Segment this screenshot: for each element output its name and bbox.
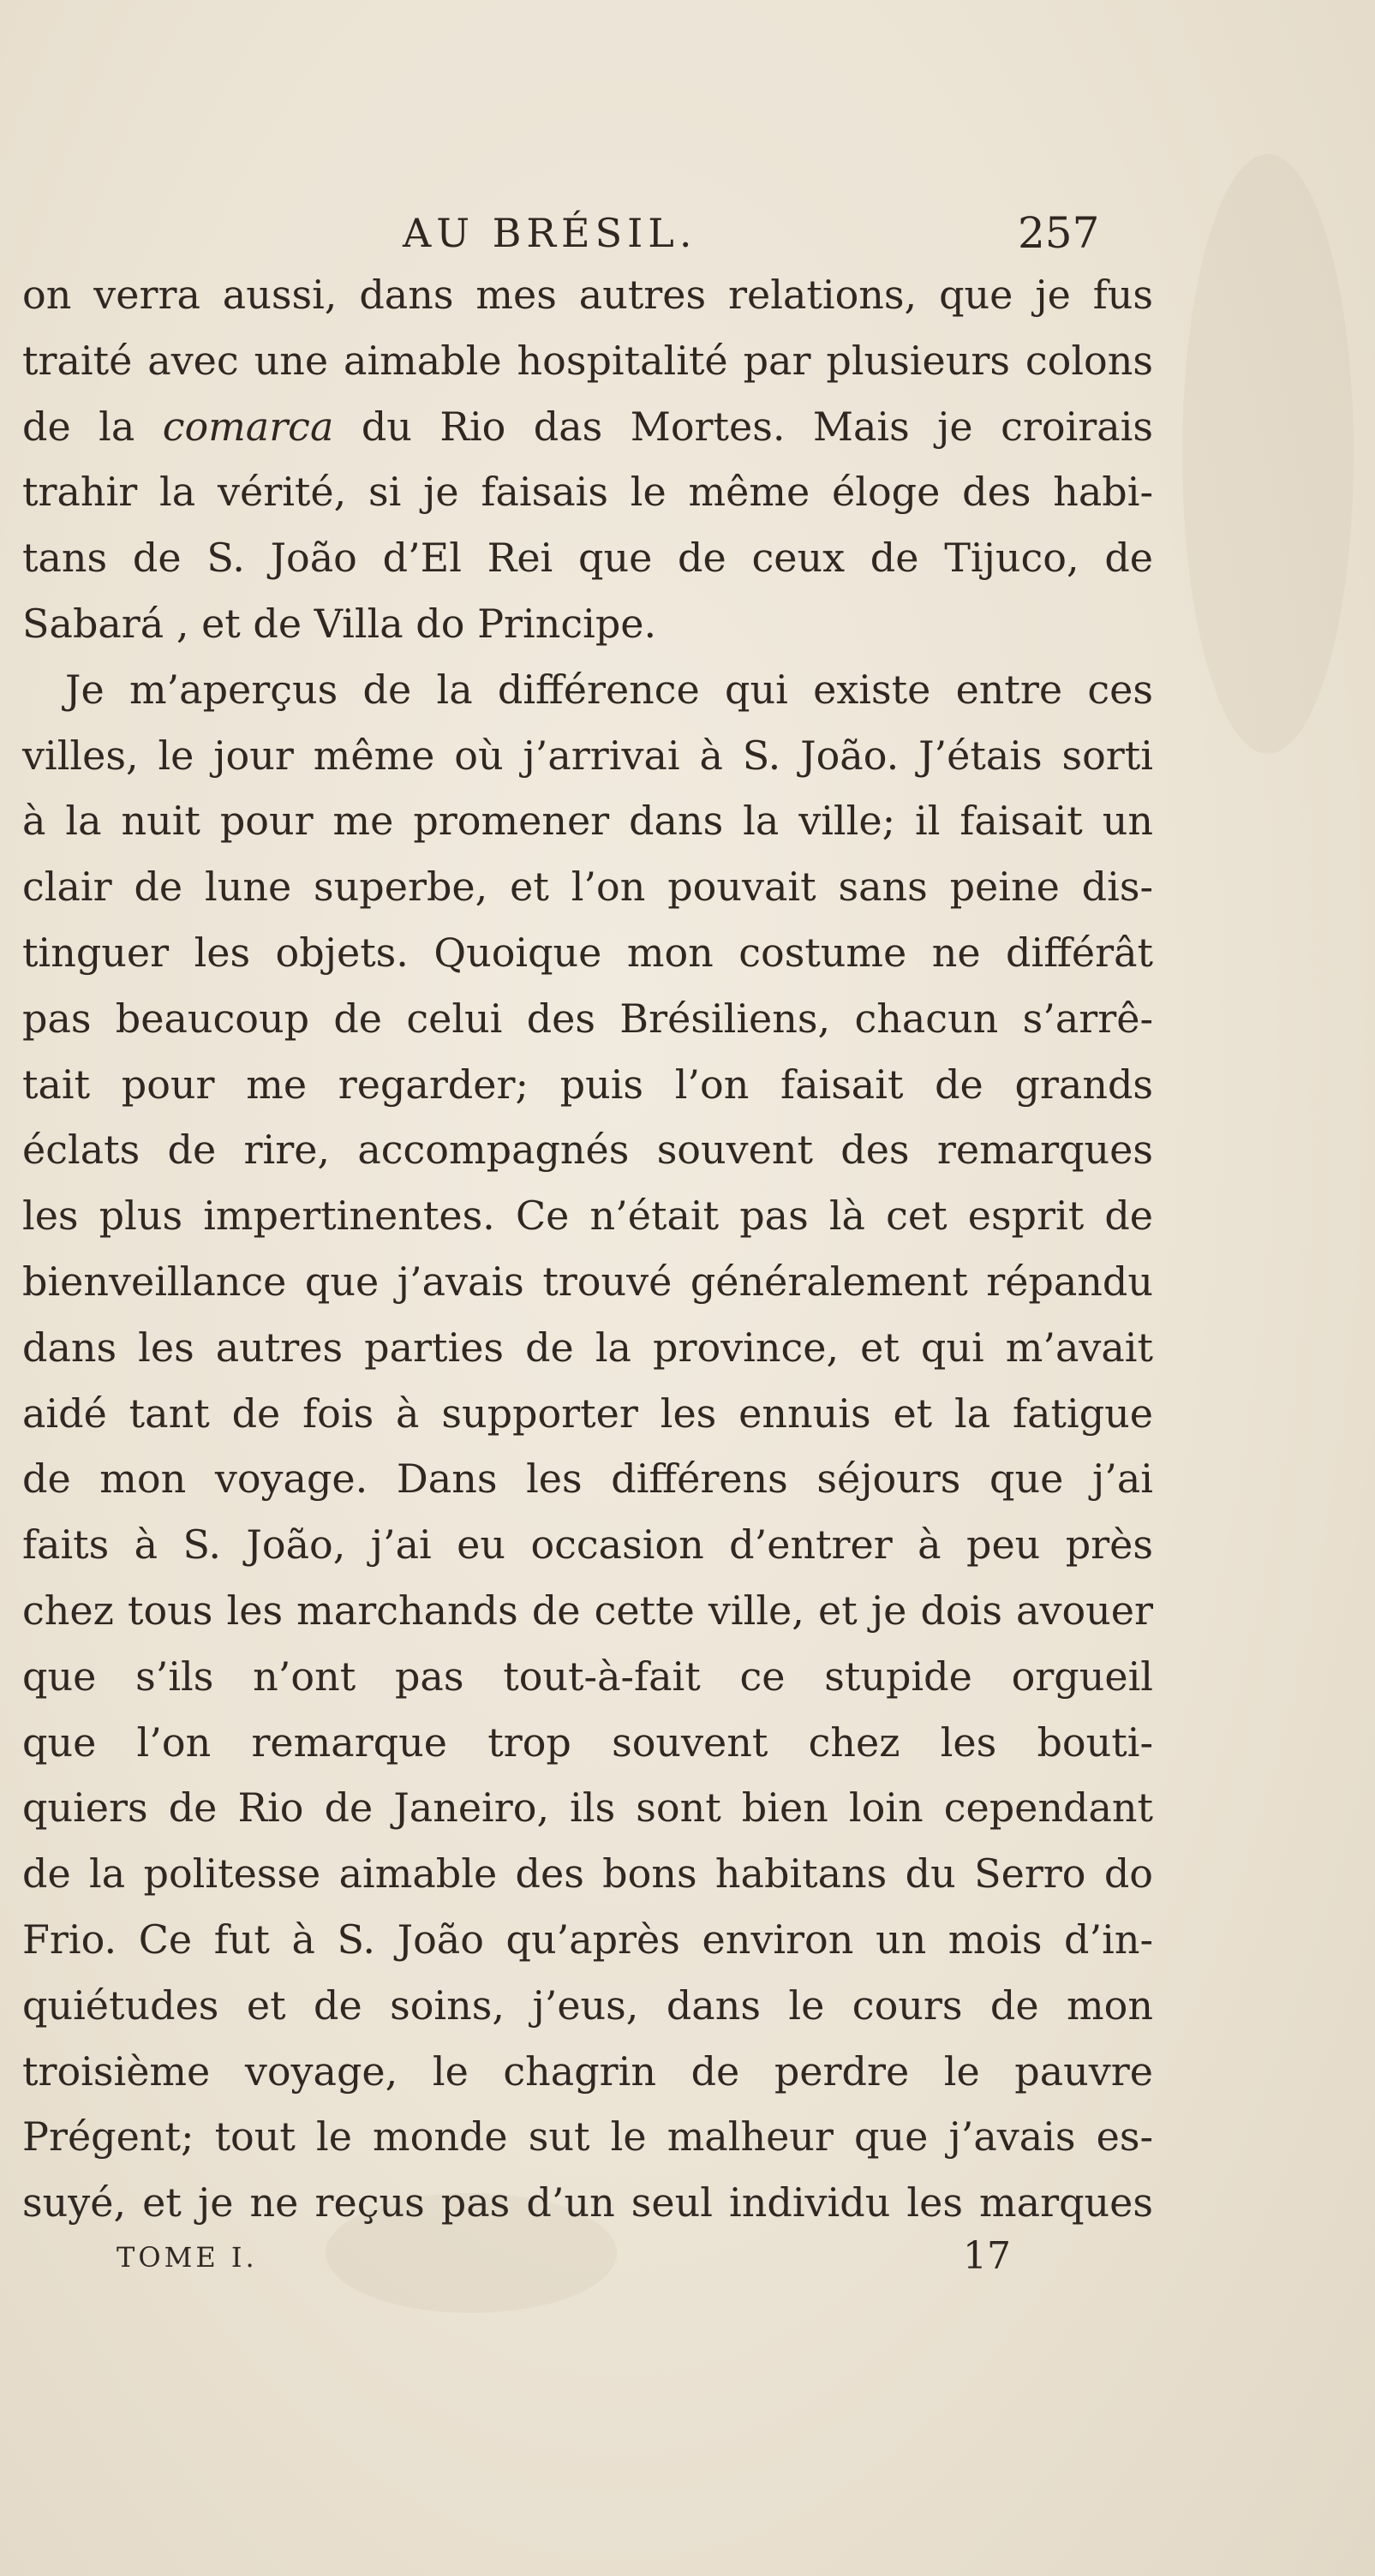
text-line: Sabará , et de Villa do Principe.	[22, 600, 657, 647]
italic-term: comarca	[162, 403, 334, 450]
text-line: tans de S. João d’El Rei que de ceux de Tijuco, de	[22, 535, 1153, 582]
running-title: AU BRÉSIL.	[403, 210, 697, 256]
text-line: éclats de rire, accompagnés souvent des remarques	[22, 1127, 1153, 1174]
text-line: pas beaucoup de celui des Brésiliens, chacun s’arrê-	[22, 995, 1153, 1042]
text-line: on verra aussi, dans mes autres relations, que je fus	[22, 272, 1153, 318]
text-line: faits à S. João, j’ai eu occasion d’entrer à peu près	[22, 1521, 1153, 1569]
text-line: Frio. Ce fut à S. João qu’après environ un mois d’in-	[22, 1916, 1153, 1963]
text-line: que l’on remarque trop souvent chez les bouti-	[22, 1718, 1153, 1766]
text-line: villes, le jour même où j’arrivai à S. João. J’étais sorti	[22, 732, 1153, 779]
text-line: tait pour me regarder; puis l’on faisait de grands	[22, 1061, 1153, 1108]
page-footer	[0, 2229, 1375, 2289]
text-line: bienveillance que j’avais trouvé généralement répandu	[22, 1258, 1153, 1305]
text-fragment: de la	[22, 403, 163, 450]
text-line: aidé tant de fois à supporter les ennuis et la fatigue	[22, 1390, 1153, 1437]
text-line: de la politesse aimable des bons habitans du Serro do	[22, 1850, 1153, 1898]
text-line: quiétudes et de soins, j’eus, dans le cours de mon	[22, 1981, 1153, 2029]
running-head	[0, 202, 1375, 271]
text-line: quiers de Rio de Janeiro, ils sont bien loin cependant	[22, 1784, 1153, 1832]
text-line: chez tous les marchands de cette ville, et je dois avouer	[22, 1587, 1153, 1634]
text-line: troisième voyage, le chagrin de perdre le pauvre	[22, 2047, 1153, 2095]
text-line: tinguer les objets. Quoique mon costume ne différât	[22, 929, 1153, 976]
text-line: clair de lune superbe, et l’on pouvait sans peine dis-	[22, 864, 1153, 911]
text-line: suyé, et je ne reçus pas d’un seul individu les marques	[22, 2179, 1153, 2226]
text-line: à la nuit pour me promener dans la ville; il faisait un	[22, 798, 1153, 845]
signature-mark: TOME I.	[117, 2241, 258, 2274]
text-line: Je m’aperçus de la différence qui existe entre ces	[65, 666, 1153, 713]
text-fragment: du Rio das Mortes. Mais je croirais	[333, 403, 1153, 450]
text-line: dans les autres parties de la province, et qui m’avait	[22, 1324, 1153, 1371]
text-line: traité avec une aimable hospitalité par plusieurs colons	[22, 337, 1153, 384]
text-line	[22, 394, 1153, 460]
body-text	[22, 262, 1153, 2236]
page-number: 257	[1018, 208, 1100, 258]
gathering-number: 17	[963, 2234, 1011, 2278]
text-line: de mon voyage. Dans les différens séjours que j’ai	[22, 1455, 1153, 1503]
text-line: les plus impertinentes. Ce n’était pas là cet esprit de	[22, 1192, 1153, 1240]
text-line: trahir la vérité, si je faisais le même éloge des habi-	[22, 469, 1153, 516]
text-line: Prégent; tout le monde sut le malheur que j’avais es-	[22, 2113, 1153, 2161]
text-line: que s’ils n’ont pas tout-à-fait ce stupide orgueil	[22, 1653, 1153, 1700]
